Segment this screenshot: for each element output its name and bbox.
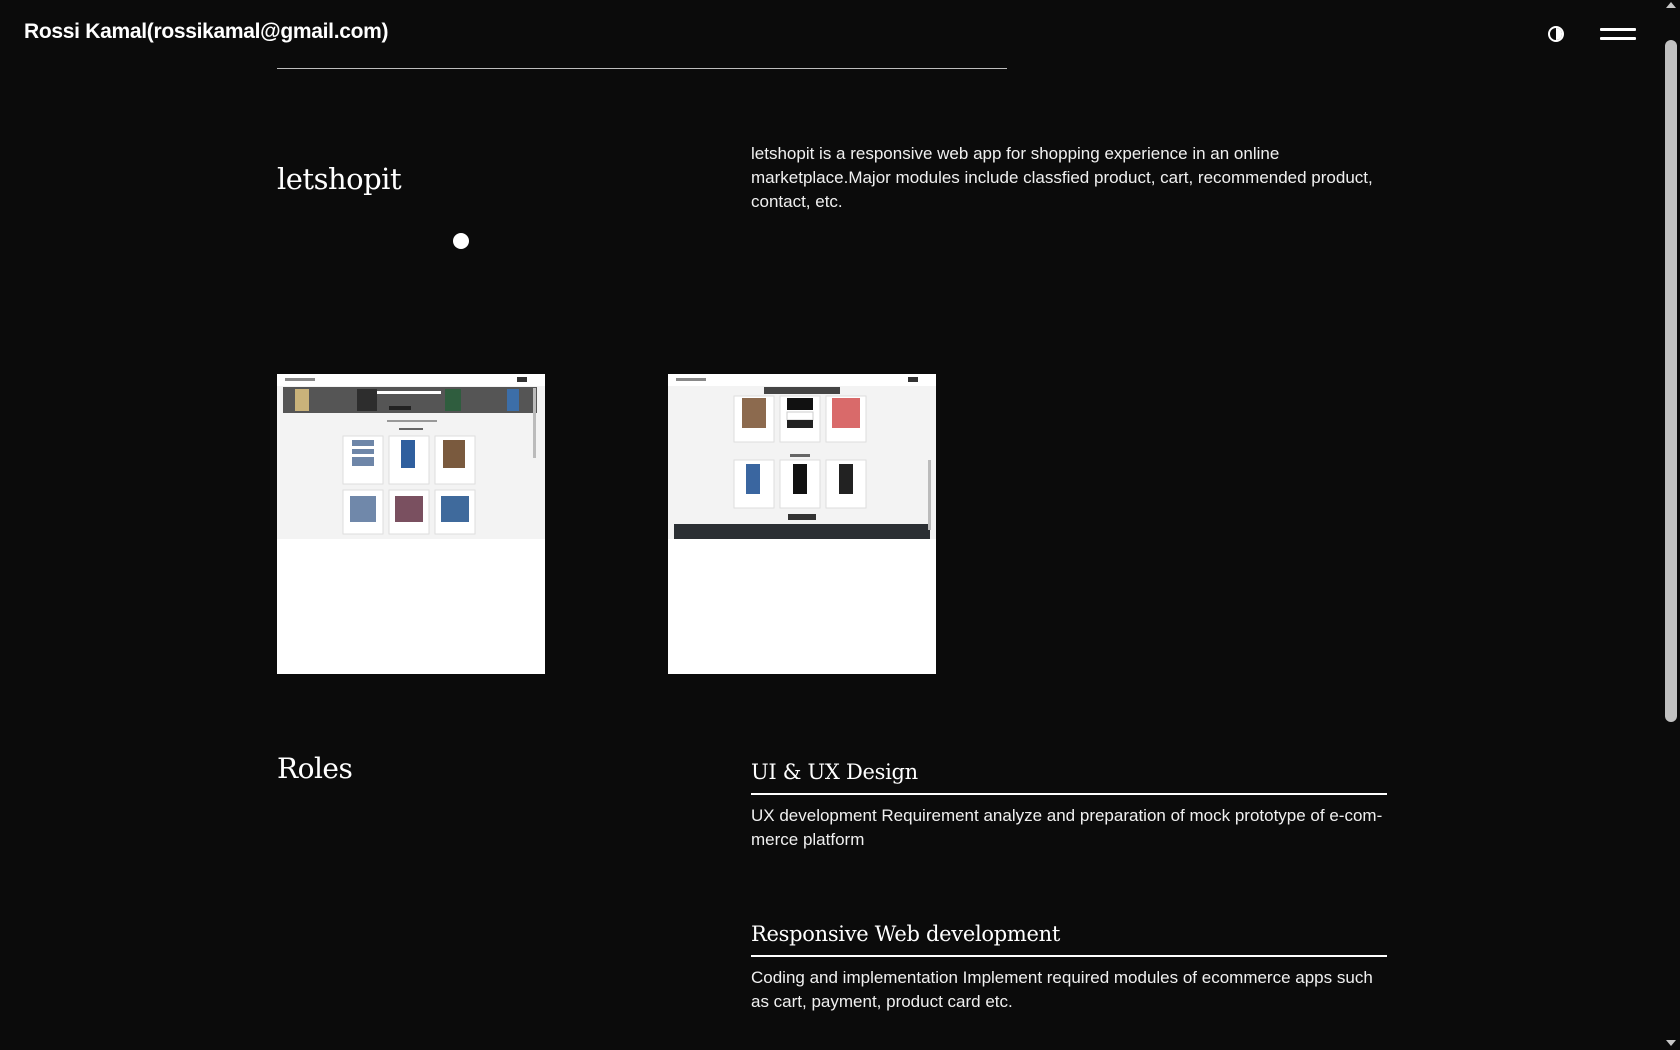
home-screenshot-image xyxy=(277,374,545,674)
site-brand[interactable]: Rossi Kamal(rossikamal@gmail.com) xyxy=(24,20,389,43)
role-divider xyxy=(751,955,1387,957)
role-divider xyxy=(751,793,1387,795)
contrast-icon[interactable] xyxy=(1548,26,1564,42)
cursor-dot xyxy=(453,233,469,249)
scroll-down-arrow-icon[interactable] xyxy=(1666,1040,1676,1046)
role-description: UX development Requirement analyze and preparation of mock prototype of e-com-merce platform xyxy=(751,806,1383,849)
products-screenshot-image xyxy=(668,374,936,674)
scroll-up-arrow-icon[interactable] xyxy=(1666,2,1676,8)
project-description: letshopit is a responsive web app for shopping experience in an online marketplace.Major modules include classfied product, cart, recommended product, contact, etc. xyxy=(751,144,1373,211)
letshopit-products-screenshot[interactable] xyxy=(668,374,936,674)
project-title: letshopit xyxy=(277,162,402,196)
scrollbar-thumb[interactable] xyxy=(1665,40,1677,722)
roles-title: Roles xyxy=(277,752,353,785)
role-description: Coding and implementation Implement required modules of ecommerce apps such as cart, payment, product card etc. xyxy=(751,968,1373,1011)
header-divider xyxy=(277,68,1007,69)
hamburger-menu-icon[interactable] xyxy=(1600,28,1636,42)
role-heading: Responsive Web development xyxy=(751,922,1060,946)
letshopit-home-screenshot[interactable] xyxy=(277,374,545,674)
role-heading: UI & UX Design xyxy=(751,760,918,784)
